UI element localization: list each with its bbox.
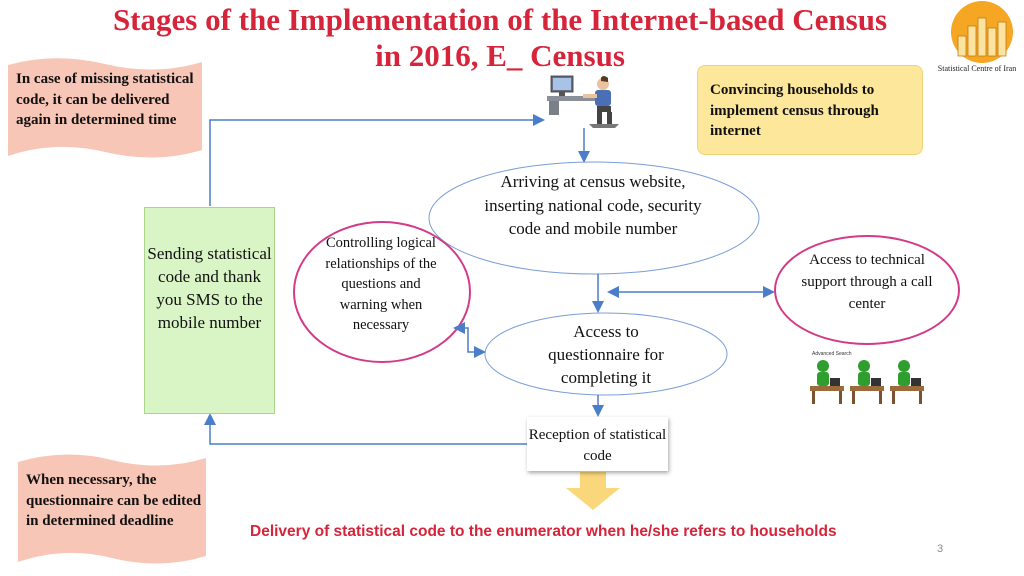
computer-user-icon [545, 72, 623, 128]
control-relationships-node: Controlling logical relationships of the questions and warning when necessary [325, 235, 437, 333]
down-arrow-icon [566, 472, 620, 510]
connector-reception-to-send [210, 416, 527, 444]
technical-support-node: Access to technical support through a call center [801, 252, 933, 312]
note-missing-code: In case of missing statistical code, it can be delivered again in determined time [16, 71, 194, 128]
access-questionnaire-node: Access to questionnaire for completing it [548, 322, 664, 387]
reception-code-box: Reception of statistical code [527, 417, 668, 471]
call-center-icon [808, 350, 926, 408]
arrive-website-node: Arriving at census website, inserting national code, security code and mobile number [484, 172, 702, 238]
page-number: 3 [936, 543, 944, 555]
note-edit-questionnaire: When necessary, the questionnaire can be edited in determined deadline [26, 472, 202, 529]
title-line-2: in 2016, E_ Census [375, 38, 625, 73]
logo-caption: Statistical Centre of Iran [937, 64, 1017, 73]
title-line-1: Stages of the Implementation of the Internet-based Census [112, 2, 888, 37]
send-sms-box: Sending statistical code and thank you SMS to the mobile number [144, 207, 275, 414]
delivery-statement: Delivery of statistical code to the enumerator when he/she refers to households [250, 523, 837, 540]
page-title [40, 2, 960, 74]
connector-control-access [456, 328, 483, 352]
convince-households-box: Convincing households to implement census through internet [697, 65, 923, 155]
call-center-caption: Advanced Search [812, 351, 852, 357]
